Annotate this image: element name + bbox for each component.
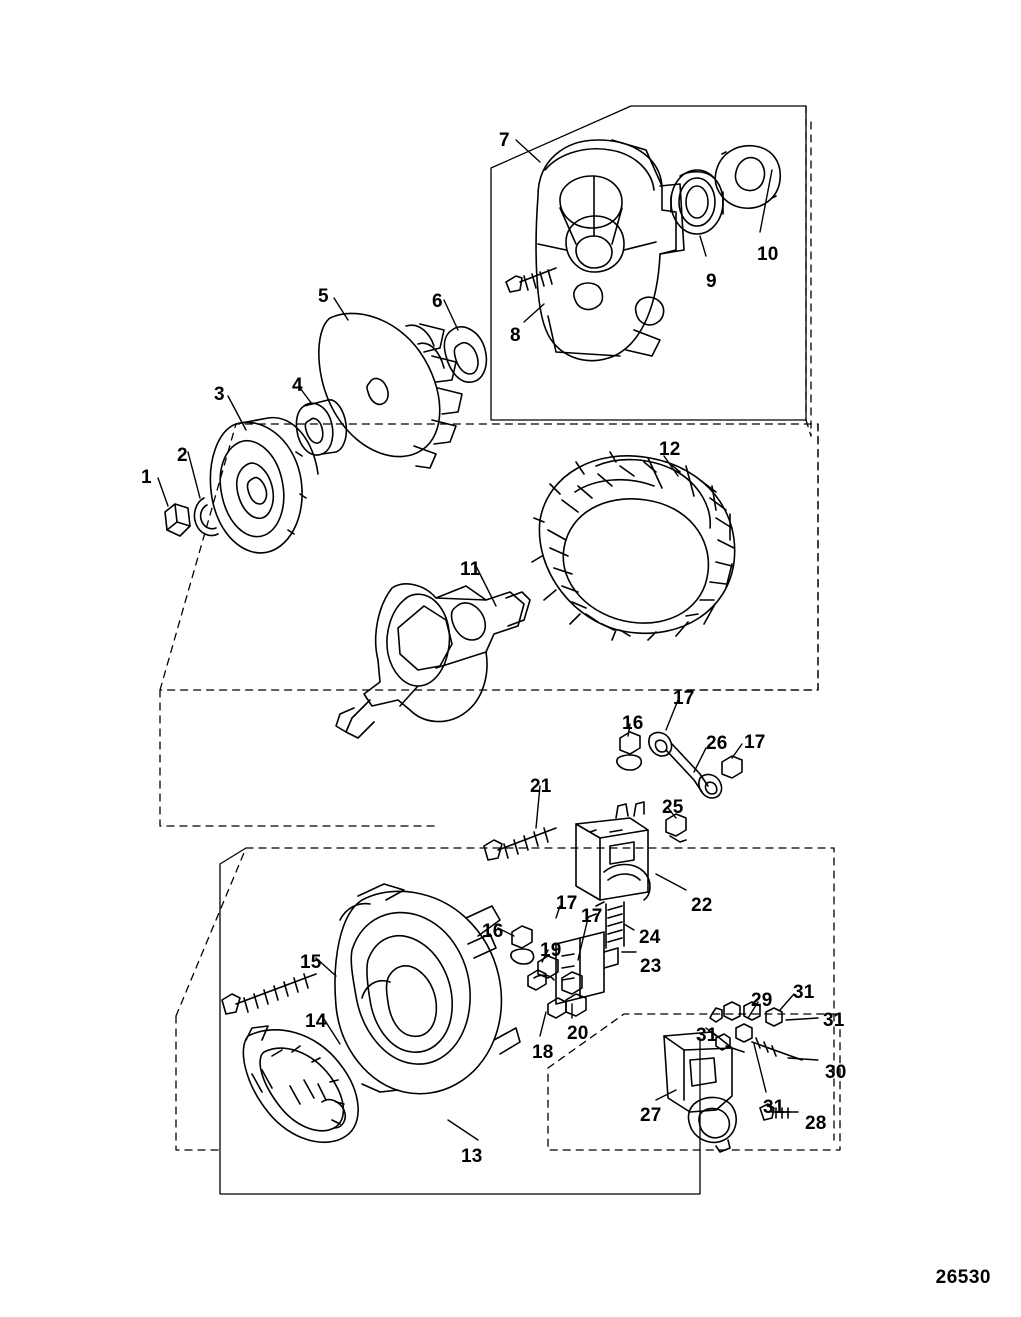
callout-27: 27 [640,1105,662,1126]
part-23-terminal [556,932,618,1004]
callout-26: 26 [706,733,728,754]
callout-10: 10 [757,244,779,265]
callout-14: 14 [305,1011,327,1032]
part-8-bolts [506,268,556,292]
callout-16: 16 [482,921,504,942]
callout-18: 18 [532,1042,554,1063]
callout-17: 17 [581,906,603,927]
part-3-pulley [210,418,318,553]
part-2-washer [194,498,218,536]
leader-lines [158,140,818,1140]
callout-7: 7 [499,130,510,151]
callout-11: 11 [460,559,481,580]
callout-13: 13 [461,1146,483,1167]
part-4-spacer [296,400,346,455]
callout-31: 31 [763,1097,785,1118]
part-11-rotor [336,584,530,738]
callout-12: 12 [659,439,681,460]
callout-17: 17 [744,732,766,753]
part-14-rectifier-bridge [243,1026,358,1142]
part-22-voltage-regulator [576,802,650,900]
callout-1: 1 [141,467,152,488]
part-5-fan [319,313,462,468]
callout-25: 25 [662,797,684,818]
figure-number: 26530 [935,1267,991,1288]
part-15-through-bolts [222,974,316,1014]
part-13-rear-housing [335,884,520,1094]
callout-8: 8 [510,325,521,346]
group-frame-rear-housing [176,848,834,1194]
part-1-nut [165,504,190,536]
callout-29: 29 [751,990,773,1011]
callout-3: 3 [214,384,225,405]
callout-21: 21 [530,776,552,797]
group-frame-front-housing [491,106,811,436]
callout-17: 17 [556,893,578,914]
callout-22: 22 [691,895,713,916]
callout-31: 31 [823,1010,845,1031]
callout-28: 28 [805,1113,827,1134]
callout-2: 2 [177,445,188,466]
part-24-brush-spring [606,902,624,948]
callout-5: 5 [318,286,329,307]
callout-6: 6 [432,291,443,312]
callout-23: 23 [640,956,662,977]
group-frame-rotor-stator [160,424,818,826]
group-frame-rear-cover [548,1014,840,1150]
callout-30: 30 [825,1062,847,1083]
callout-16: 16 [622,713,644,734]
callout-17: 17 [673,688,695,709]
callout-31: 31 [793,982,815,1003]
part-7-front-housing [536,140,684,361]
callout-9: 9 [706,271,717,292]
callout-24: 24 [639,927,661,948]
callout-15: 15 [300,952,322,973]
callout-20: 20 [567,1023,589,1044]
part-12-stator [532,452,735,640]
callout-4: 4 [292,375,303,396]
callout-31: 31 [696,1025,718,1046]
callout-19: 19 [540,940,562,961]
part-21-bolt [484,828,556,860]
part-6-bearing-spacer [444,327,486,382]
